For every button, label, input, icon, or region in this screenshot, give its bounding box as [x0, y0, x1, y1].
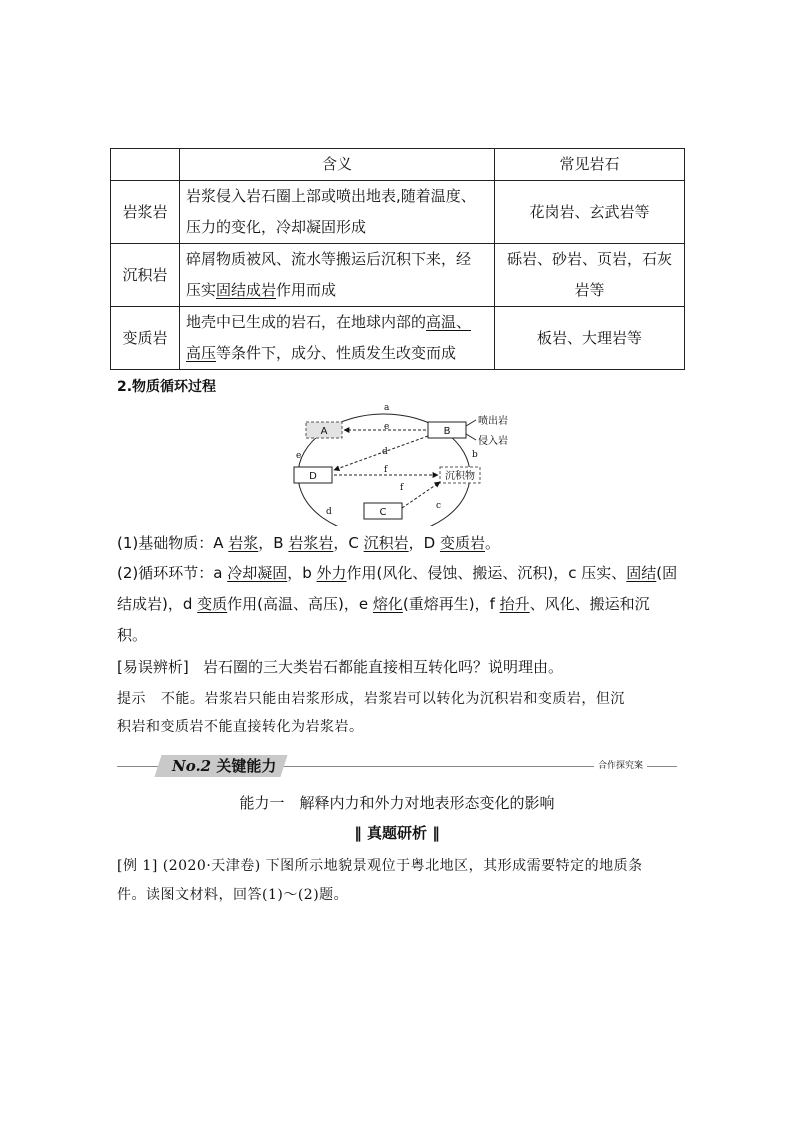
example-line-2: 件。读图文材料，回答(1)～(2)题。	[117, 887, 349, 903]
pointer-line	[466, 420, 476, 426]
rock-name: 变质岩	[111, 307, 180, 370]
answer-underline: 熔化	[372, 595, 403, 613]
label-e2: e	[296, 451, 302, 461]
hint-line-2: 积岩和变质岩不能直接转化为岩浆岩。	[117, 719, 364, 735]
title-bar-icon: ‖	[432, 824, 440, 842]
answer-underline: 高温、	[426, 313, 472, 331]
text-span: 作用而成	[276, 281, 337, 299]
answer-underline: 变质	[197, 595, 228, 613]
error-analysis-question: 岩石圈的三大类岩石都能直接相互转化吗？说明理由。	[203, 658, 564, 676]
table-header-meaning: 含义	[180, 149, 495, 181]
study-title-text: 真题研析	[366, 824, 427, 842]
table-row	[111, 307, 685, 370]
node-c: C	[379, 507, 387, 518]
banner-title	[172, 755, 276, 777]
label-e1: e	[384, 422, 390, 432]
text-span: 。	[484, 534, 500, 552]
label-f2: f	[400, 483, 404, 493]
label-b: b	[472, 450, 478, 460]
rock-meaning	[180, 244, 495, 307]
answer-underline: 冷却凝固	[227, 564, 288, 582]
banner-right: 合作探究案	[594, 758, 647, 771]
text-span: (1)基础物质：A	[117, 534, 229, 552]
table-row	[111, 244, 685, 307]
rock-examples	[495, 244, 685, 307]
rock-name: 沉积岩	[111, 244, 180, 307]
label-a: a	[384, 403, 390, 413]
table-header-empty	[111, 149, 180, 181]
meaning-line	[186, 275, 488, 306]
meaning-line	[186, 307, 488, 338]
section-title: 2.物质循环过程	[117, 379, 217, 395]
answer-underline: 岩浆	[228, 534, 259, 552]
table-row	[111, 181, 685, 244]
rock-cycle-diagram	[280, 396, 530, 526]
meaning-line: 压力的变化，冷却凝固形成	[186, 218, 367, 236]
label-d2: d	[326, 507, 332, 517]
rock-examples: 板岩、大理岩等	[495, 307, 685, 370]
label-intrusive: 侵入岩	[478, 436, 508, 447]
text-span: 作用(高温、高压)，e	[227, 595, 373, 613]
meaning-line: 岩浆侵入岩石圈上部或喷出地表,随着温度、	[186, 187, 476, 205]
text-span: 、风化、搬运和沉	[529, 595, 650, 613]
meaning-line	[186, 338, 488, 369]
text-span: ，b	[287, 564, 317, 582]
text-span: 结成岩)，d	[117, 595, 198, 613]
text-span: (固	[656, 564, 678, 582]
rock-name: 岩浆岩	[111, 181, 180, 244]
text-span: ，C	[333, 534, 364, 552]
arrow-d-b-to-d	[334, 436, 428, 470]
label-d1: d	[382, 447, 388, 457]
text-span: ，B	[258, 534, 289, 552]
answer-underline: 固结	[626, 564, 657, 582]
node-sediment: 沉积物	[445, 471, 475, 482]
answer-underline: 高压	[186, 344, 217, 362]
cycle-line-3: 积。	[117, 626, 148, 644]
label-extrusive: 喷出岩	[478, 416, 508, 427]
ability-title: 能力一 解释内力和外力对地表形态变化的影响	[239, 794, 555, 812]
answer-underline: 沉积岩	[363, 534, 409, 552]
arrow-f-c-to-sediment	[402, 482, 440, 508]
meaning-line: 碎屑物质被风、流水等搬运后沉积下来，经	[186, 250, 472, 268]
text-span: 地壳中已生成的岩石，在地球内部的	[186, 313, 427, 331]
study-title	[0, 822, 794, 843]
text-span: ，D	[408, 534, 440, 552]
error-analysis-line	[117, 656, 563, 677]
basic-materials-line	[117, 532, 500, 553]
pointer-line	[466, 434, 476, 440]
rock-examples: 花岗岩、玄武岩等	[495, 181, 685, 244]
node-b: B	[443, 426, 451, 437]
hint-label: 提示	[117, 691, 146, 707]
table-header-examples: 常见岩石	[495, 149, 685, 181]
rock-types-table	[110, 148, 685, 370]
text-span: 等条件下，成分、性质发生改变而成	[216, 344, 457, 362]
cycle-line-2	[117, 593, 650, 614]
banner-number: No.2	[172, 757, 212, 775]
rock-meaning	[180, 181, 495, 244]
text-span: 压实	[186, 281, 217, 299]
banner-label: 关键能力	[216, 757, 277, 775]
text-span: 作用(风化、侵蚀、搬运、沉积)，c 压实、	[346, 564, 627, 582]
rock-meaning	[180, 307, 495, 370]
label-c: c	[436, 501, 442, 511]
title-bar-icon: ‖	[354, 824, 362, 842]
answer-underline: 变质岩	[439, 534, 485, 552]
hint-line-1	[117, 688, 625, 708]
examples-line: 岩等	[574, 281, 605, 299]
error-analysis-tag: [易误辨析]	[117, 658, 189, 676]
answer-underline: 抬升	[499, 595, 530, 613]
cycle-line-1	[117, 562, 677, 583]
answer-underline: 固结成岩	[216, 281, 277, 299]
example-line-1: [例 1] (2020·天津卷) 下图所示地貌景观位于粤北地区，其形成需要特定的地质条	[117, 858, 643, 874]
label-f1: f	[384, 465, 388, 475]
examples-line: 砾岩、砂岩、页岩，石灰	[506, 250, 672, 268]
node-a: A	[320, 426, 328, 437]
text-span: (2)循环环节：a	[117, 564, 228, 582]
node-d: D	[309, 471, 317, 482]
answer-underline: 外力	[316, 564, 347, 582]
hint-text: 不能。岩浆岩只能由岩浆形成，岩浆岩可以转化为沉积岩和变质岩，但沉	[160, 691, 625, 707]
answer-underline: 岩浆岩	[288, 534, 334, 552]
text-span: (重熔再生)，f	[402, 595, 500, 613]
